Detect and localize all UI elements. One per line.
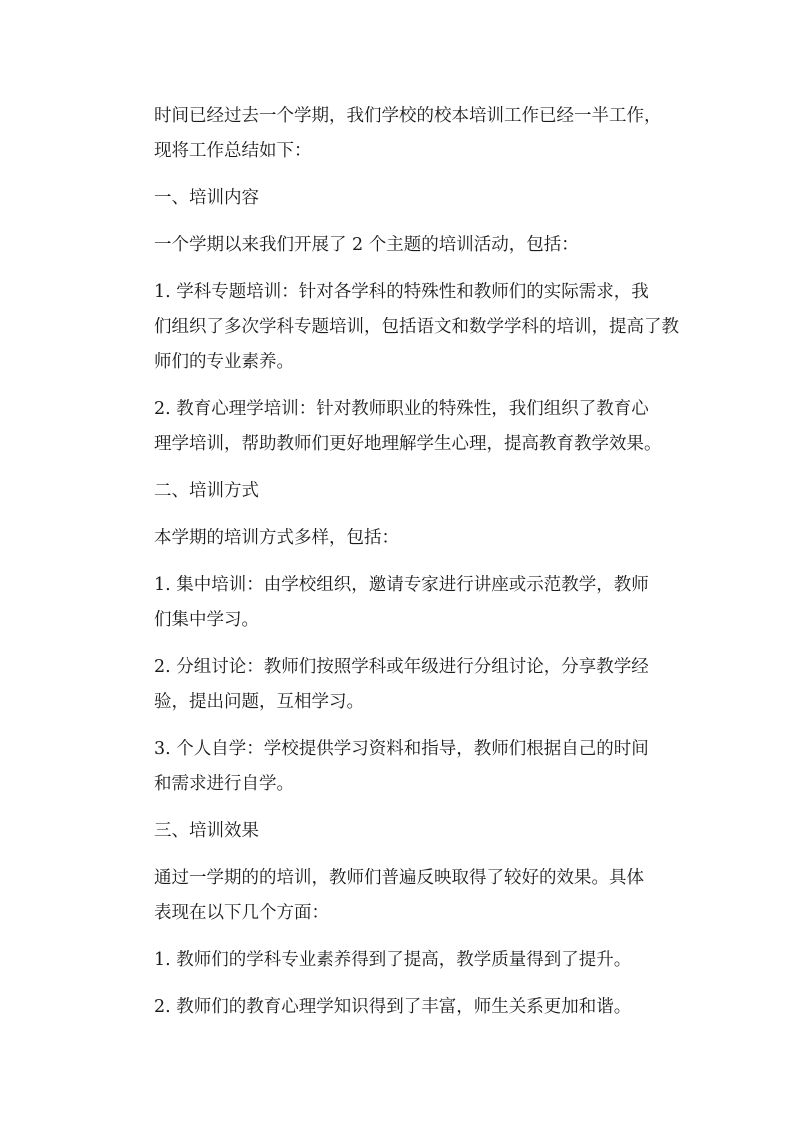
text-line: 二、培训方式 (154, 481, 259, 501)
list-item-centralized-training (118, 568, 680, 638)
text-line: 和需求进行自学。 (154, 774, 294, 794)
text-line: 理学培训，帮助教师们更好地理解学生心理，提高教育教学效果。 (154, 434, 662, 454)
text-line: 2. 教师们的教育心理学知识得到了丰富，师生关系更加和谐。 (154, 997, 632, 1017)
section-heading-methods (118, 474, 680, 509)
text-line: 通过一学期的的培训，教师们普遍反映取得了较好的效果。具体 (154, 868, 644, 888)
list-item-result-professional (118, 943, 680, 978)
intro-paragraph (118, 99, 680, 169)
text-line: 一、培训内容 (154, 188, 259, 208)
text-line: 2. 分组讨论：教师们按照学科或年级进行分组讨论，分享教学经 (154, 657, 649, 677)
content-summary-paragraph (118, 228, 680, 263)
text-line: 1. 学科专题培训：针对各学科的特殊性和教师们的实际需求，我 (154, 282, 649, 302)
text-line: 们集中学习。 (154, 610, 259, 630)
section-heading-results (118, 814, 680, 849)
text-line: 2. 教育心理学培训：针对教师职业的特殊性，我们组织了教育心 (154, 399, 649, 419)
text-line: 验，提出问题，互相学习。 (154, 692, 364, 712)
list-item-subject-training (118, 275, 680, 380)
text-line: 三、培训效果 (154, 821, 259, 841)
section-heading-content (118, 181, 680, 216)
list-item-result-psychology (118, 990, 680, 1025)
list-item-group-discussion (118, 650, 680, 720)
text-line: 表现在以下几个方面： (154, 903, 329, 923)
text-line: 1. 教师们的学科专业素养得到了提高，教学质量得到了提升。 (154, 950, 632, 970)
text-line: 们组织了多次学科专题培训，包括语文和数学学科的培训，提高了教 (154, 317, 679, 337)
text-line: 本学期的培训方式多样，包括： (154, 528, 399, 548)
text-line: 时间已经过去一个学期，我们学校的校本培训工作已经一半工作， (154, 106, 662, 126)
list-item-self-study (118, 732, 680, 802)
text-line: 1. 集中培训：由学校组织，邀请专家进行讲座或示范教学，教师 (154, 575, 649, 595)
results-summary-paragraph (118, 861, 680, 931)
text-line: 3. 个人自学：学校提供学习资料和指导，教师们根据自己的时间 (154, 739, 649, 759)
text-line: 现将工作总结如下： (154, 141, 312, 161)
text-line: 一个学期以来我们开展了 2 个主题的培训活动，包括： (154, 235, 579, 255)
list-item-psychology-training (118, 392, 680, 462)
methods-summary-paragraph (118, 521, 680, 556)
document-body (118, 99, 680, 1037)
text-line: 师们的专业素养。 (154, 352, 294, 372)
